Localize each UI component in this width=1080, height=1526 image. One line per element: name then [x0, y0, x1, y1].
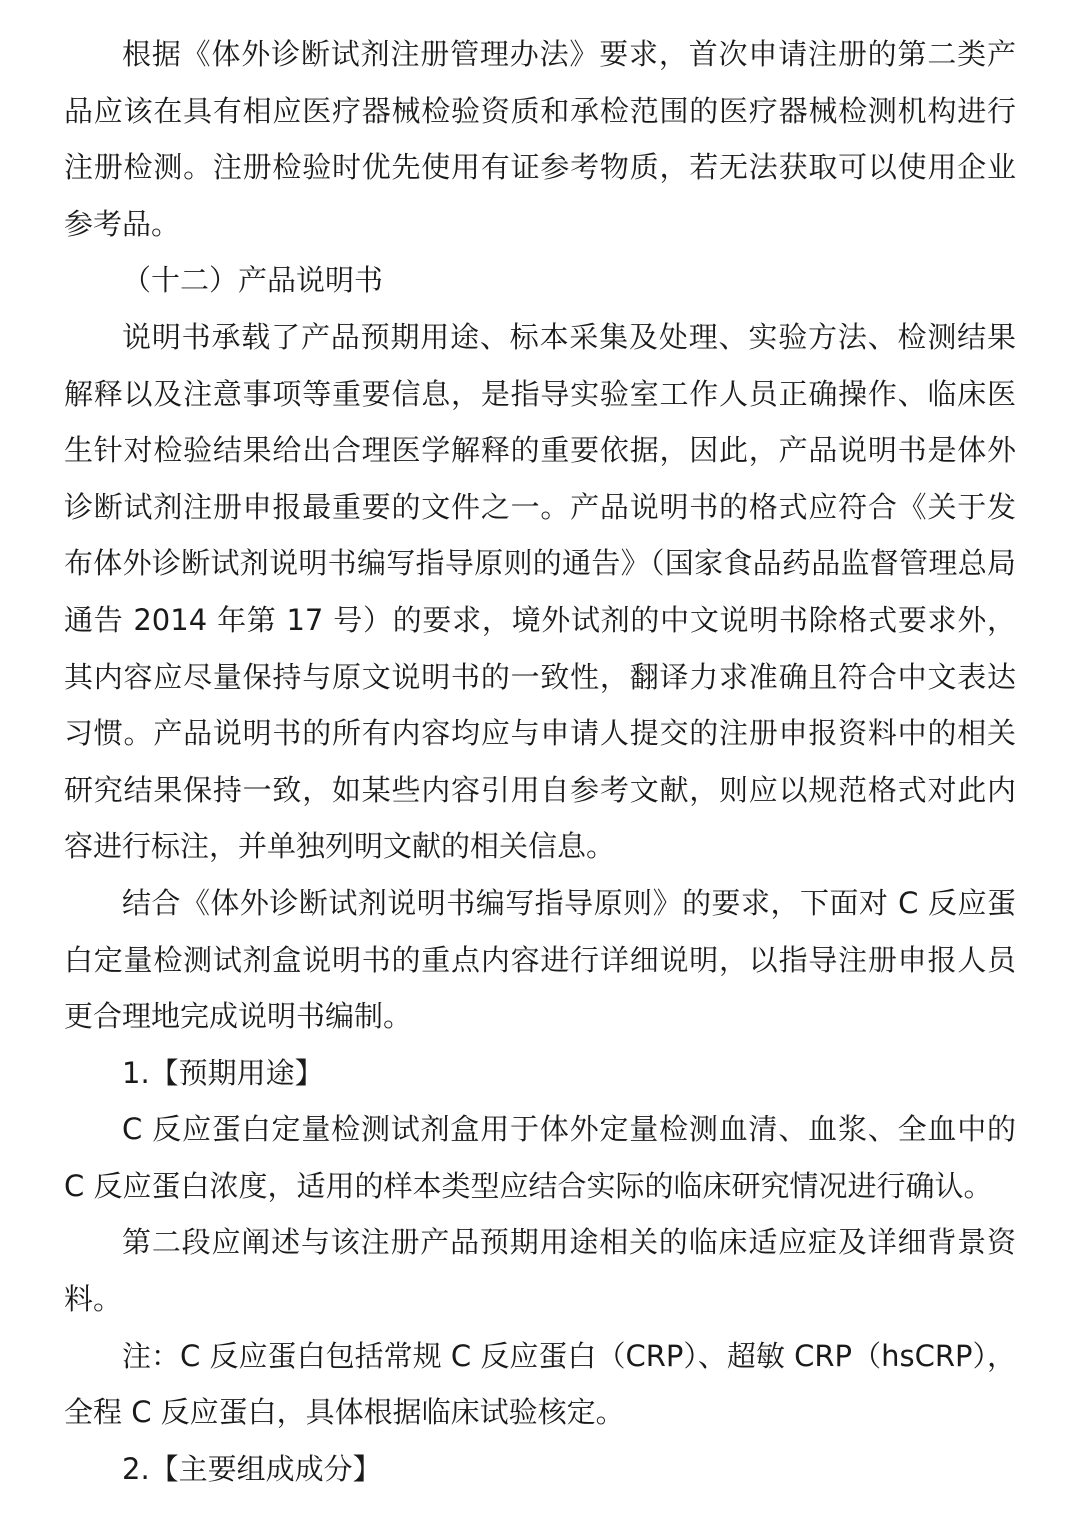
paragraph-manual-importance: 说明书承载了产品预期用途、标本采集及处理、实验方法、检测结果解释以及注意事项等重要信息，是指导实验室工作人员正确操作、临床医生针对检验结果给出合理医学解释的重要依据，因此，产品说明书是体外诊断试剂注册申报最重要的文件之一。产品说明书的格式应符合《关于发布体外诊断试剂说明书编写指导原则的通告》（国家食品药品监督管理总局通告 2014 年第 17 号）的要求，境外试剂的中文说明书除格式要求外，其内容应尽量保持与原文说明书的一致性，翻译力求准确且符合中文表达习惯。产品说明书的所有内容均应与申请人提交的注册申报资料中的相关研究结果保持一致，如某些内容引用自参考文献，则应以规范格式对此内容进行标注，并单独列明文献的相关信息。: [64, 319, 1016, 864]
paragraph-registration-testing: 根据《体外诊断试剂注册管理办法》要求，首次申请注册的第二类产品应该在具有相应医疗器械检验资质和承检范围的医疗器械检测机构进行注册检测。注册检验时优先使用有证参考物质，若无法获取可以使用企业参考品。: [64, 37, 1016, 241]
paragraph-guideline-requirements: 结合《体外诊断试剂说明书编写指导原则》的要求，下面对 C 反应蛋白定量检测试剂盒说明书的重点内容进行详细说明，以指导注册申报人员更合理地完成说明书编制。: [64, 885, 1016, 1034]
paragraph-note-crp-types: 注：C 反应蛋白包括常规 C 反应蛋白（CRP）、超敏 CRP（hsCRP），全程 C 反应蛋白，具体根据临床试验核定。: [64, 1338, 1016, 1430]
paragraph-clinical-background: 第二段应阐述与该注册产品预期用途相关的临床适应症及详细背景资料。: [64, 1225, 1016, 1317]
paragraph-intended-use: C 反应蛋白定量检测试剂盒用于体外定量检测血清、血浆、全血中的 C 反应蛋白浓度，适用的样本类型应结合实际的临床研究情况进行确认。: [64, 1112, 1016, 1203]
subheading-intended-use: 1.【预期用途】: [122, 1055, 324, 1090]
section-heading-product-manual: （十二）产品说明书: [122, 263, 384, 298]
subheading-main-components: 2.【主要组成成分】: [122, 1451, 382, 1486]
